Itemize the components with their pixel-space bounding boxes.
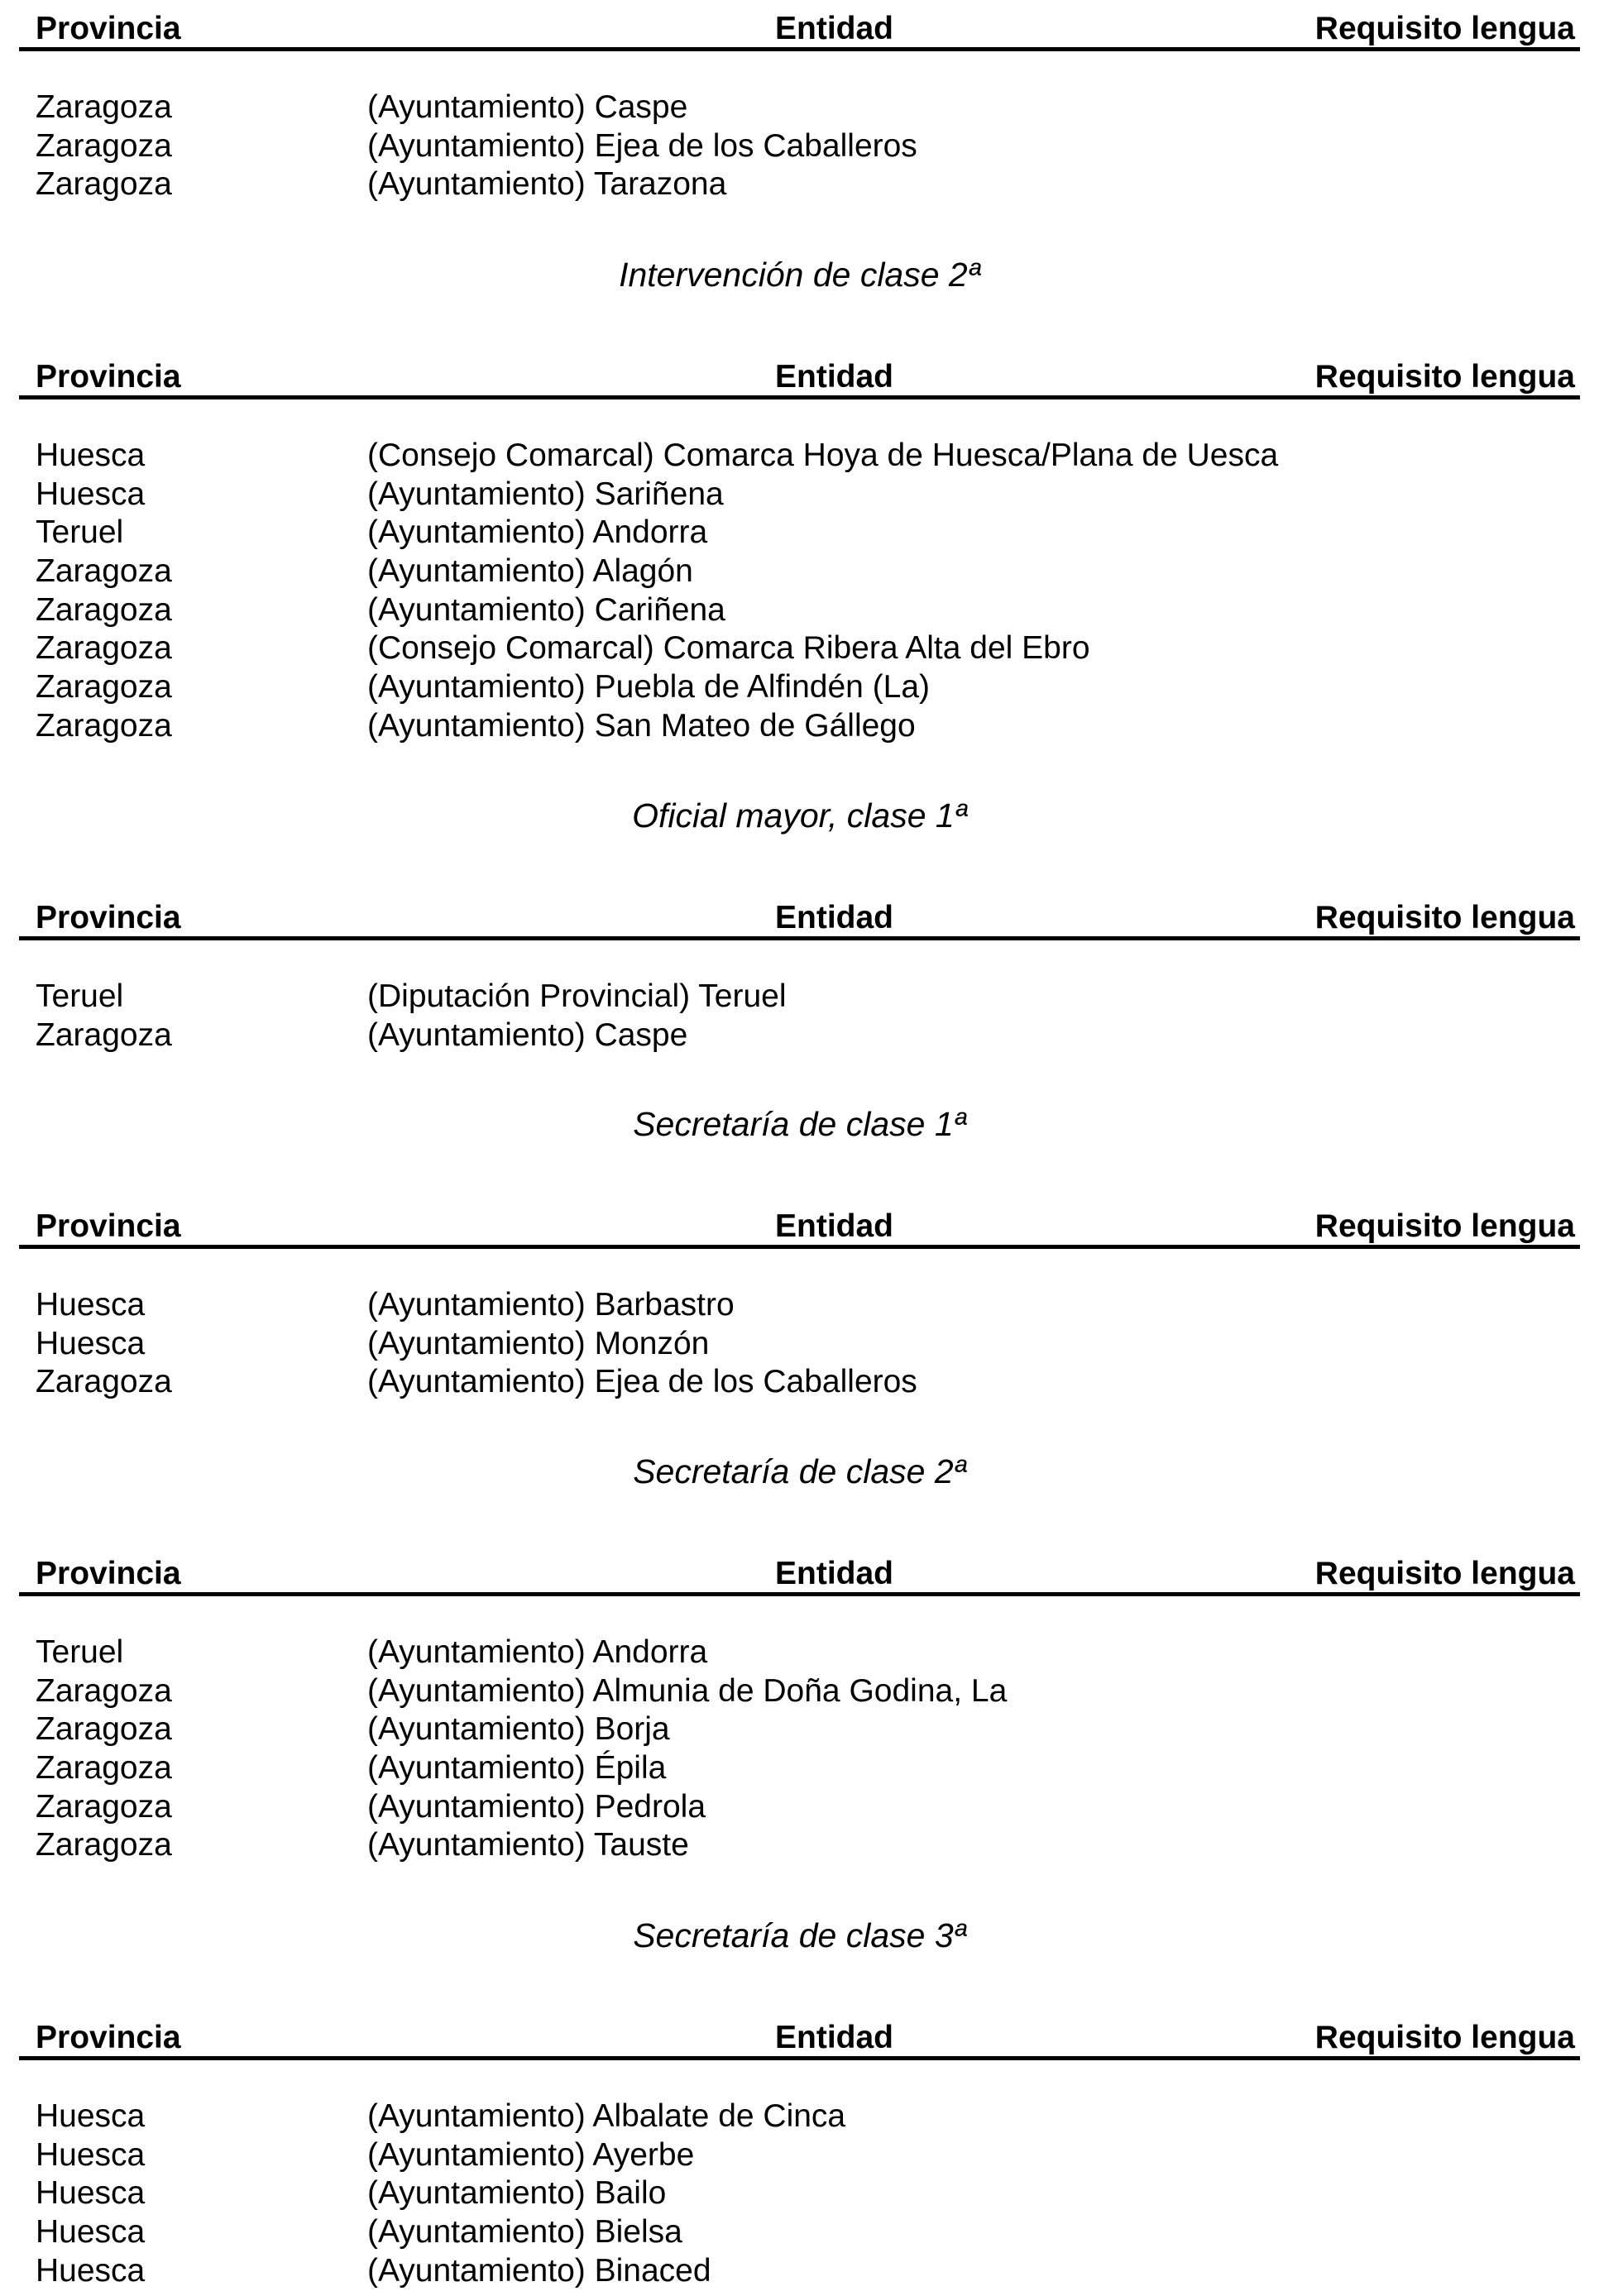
- table-row: [0, 1749, 1599, 1788]
- header-rule: [19, 936, 1580, 940]
- cell-entidad: (Ayuntamiento) Albalate de Cinca: [367, 2098, 846, 2134]
- table-row: [0, 514, 1599, 552]
- header-provincia: Provincia: [36, 1556, 181, 1591]
- header-requisito-lengua: Requisito lengua: [1314, 1556, 1575, 1591]
- cell-entidad: (Consejo Comarcal) Comarca Ribera Alta del Ebro: [367, 630, 1090, 667]
- cell-entidad: (Ayuntamiento) San Mateo de Gállego: [367, 707, 916, 744]
- cell-provincia: Huesca: [36, 476, 146, 512]
- section-title: Secretaría de clase 2ª: [633, 1452, 966, 1490]
- cell-entidad: (Ayuntamiento) Tarazona: [367, 166, 727, 203]
- table-row: [0, 2174, 1599, 2213]
- table-body: [0, 978, 1599, 1055]
- entity-table: [0, 1208, 1599, 1400]
- table-header: [0, 899, 1599, 940]
- cell-entidad: (Consejo Comarcal) Comarca Hoya de Huesca/Plana de Uesca: [367, 438, 1279, 473]
- section-title: Intervención de clase 2ª: [619, 256, 980, 294]
- header-entidad: Entidad: [775, 1556, 893, 1591]
- header-rule: [19, 1592, 1580, 1596]
- header-entidad: Entidad: [775, 1208, 893, 1244]
- header-rule: [19, 2056, 1580, 2060]
- cell-provincia: Zaragoza: [36, 630, 172, 667]
- table-row: [0, 1634, 1599, 1672]
- header-provincia: Provincia: [36, 11, 181, 46]
- table-row: [0, 2213, 1599, 2252]
- cell-provincia: Zaragoza: [36, 166, 172, 203]
- table-row: [0, 1363, 1599, 1402]
- cell-entidad: (Ayuntamiento) Andorra: [367, 514, 708, 551]
- cell-provincia: Zaragoza: [36, 1672, 172, 1709]
- table-row: [0, 1826, 1599, 1865]
- table-row: [0, 127, 1599, 166]
- table-row: [0, 2136, 1599, 2175]
- cell-provincia: Huesca: [36, 2098, 146, 2134]
- header-requisito-lengua: Requisito lengua: [1314, 11, 1575, 46]
- cell-provincia: Teruel: [36, 978, 124, 1014]
- cell-entidad: (Ayuntamiento) Barbastro: [367, 1287, 735, 1323]
- table-row: [0, 2097, 1599, 2136]
- cell-entidad: (Ayuntamiento) Caspe: [367, 89, 688, 125]
- header-rule: [19, 1245, 1580, 1249]
- section-title: Secretaría de clase 1ª: [633, 1105, 966, 1143]
- cell-provincia: Zaragoza: [36, 553, 172, 590]
- table-row: [0, 165, 1599, 204]
- cell-entidad: (Ayuntamiento) Pedrola: [367, 1788, 706, 1825]
- table-header: [0, 10, 1599, 51]
- cell-entidad: (Ayuntamiento) Ejea de los Caballeros: [367, 1364, 917, 1400]
- cell-entidad: (Ayuntamiento) Caspe: [367, 1016, 688, 1053]
- cell-entidad: (Ayuntamiento) Épila: [367, 1750, 667, 1787]
- header-provincia: Provincia: [36, 359, 181, 395]
- table-row: [0, 668, 1599, 707]
- cell-entidad: (Ayuntamiento) Tauste: [367, 1827, 689, 1863]
- cell-provincia: Zaragoza: [36, 669, 172, 706]
- table-row: [0, 476, 1599, 514]
- entity-table: [0, 1555, 1599, 1863]
- cell-entidad: (Ayuntamiento) Ejea de los Caballeros: [367, 127, 917, 164]
- cell-provincia: Teruel: [36, 1634, 124, 1670]
- cell-provincia: Huesca: [36, 438, 146, 473]
- cell-entidad: (Ayuntamiento) Borja: [367, 1711, 670, 1748]
- table-header: [0, 1208, 1599, 1249]
- cell-provincia: Zaragoza: [36, 127, 172, 164]
- header-provincia: Provincia: [36, 900, 181, 935]
- header-provincia: Provincia: [36, 1208, 181, 1244]
- header-entidad: Entidad: [775, 900, 893, 935]
- cell-entidad: (Diputación Provincial) Teruel: [367, 978, 787, 1014]
- entity-table: [0, 2019, 1599, 2289]
- table-row: [0, 2252, 1599, 2291]
- cell-provincia: Zaragoza: [36, 591, 172, 628]
- cell-provincia: Zaragoza: [36, 1750, 172, 1787]
- cell-entidad: (Ayuntamiento) Binaced: [367, 2252, 711, 2289]
- cell-entidad: (Ayuntamiento) Puebla de Alfindén (La): [367, 669, 931, 706]
- header-requisito-lengua: Requisito lengua: [1314, 359, 1575, 395]
- cell-provincia: Zaragoza: [36, 89, 172, 125]
- table-header: [0, 2019, 1599, 2060]
- table-body: [0, 1634, 1599, 1865]
- table-row: [0, 1325, 1599, 1364]
- table-body: [0, 2097, 1599, 2290]
- cell-provincia: Huesca: [36, 2175, 146, 2212]
- table-row: [0, 978, 1599, 1016]
- header-requisito-lengua: Requisito lengua: [1314, 2020, 1575, 2055]
- cell-provincia: Teruel: [36, 514, 124, 551]
- table-row: [0, 552, 1599, 591]
- header-entidad: Entidad: [775, 359, 893, 395]
- section-title: Oficial mayor, clase 1ª: [632, 796, 967, 835]
- header-entidad: Entidad: [775, 2020, 893, 2055]
- table-row: [0, 1016, 1599, 1055]
- table-body: [0, 88, 1599, 204]
- table-row: [0, 437, 1599, 476]
- cell-entidad: (Ayuntamiento) Cariñena: [367, 591, 725, 628]
- cell-provincia: Zaragoza: [36, 1016, 172, 1053]
- cell-entidad: (Ayuntamiento) Bielsa: [367, 2214, 682, 2251]
- cell-entidad: (Ayuntamiento) Sariñena: [367, 476, 724, 512]
- cell-provincia: Huesca: [36, 1287, 146, 1323]
- header-requisito-lengua: Requisito lengua: [1314, 900, 1575, 935]
- cell-provincia: Zaragoza: [36, 1827, 172, 1863]
- entity-table: [0, 10, 1599, 203]
- cell-provincia: Huesca: [36, 2136, 146, 2173]
- cell-provincia: Zaragoza: [36, 1364, 172, 1400]
- table-row: [0, 88, 1599, 127]
- header-rule: [19, 395, 1580, 399]
- table-row: [0, 1710, 1599, 1749]
- header-entidad: Entidad: [775, 11, 893, 46]
- cell-entidad: (Ayuntamiento) Monzón: [367, 1325, 710, 1361]
- table-header: [0, 1555, 1599, 1596]
- table-row: [0, 1672, 1599, 1711]
- cell-entidad: (Ayuntamiento) Alagón: [367, 553, 693, 590]
- cell-entidad: (Ayuntamiento) Andorra: [367, 1634, 708, 1670]
- table-row: [0, 591, 1599, 630]
- table-body: [0, 437, 1599, 746]
- cell-provincia: Huesca: [36, 1325, 146, 1361]
- cell-provincia: Zaragoza: [36, 1788, 172, 1825]
- cell-provincia: Zaragoza: [36, 1711, 172, 1748]
- header-requisito-lengua: Requisito lengua: [1314, 1208, 1575, 1244]
- header-provincia: Provincia: [36, 2020, 181, 2055]
- entity-table: [0, 358, 1599, 744]
- table-row: [0, 1286, 1599, 1325]
- entity-table: [0, 899, 1599, 1053]
- table-body: [0, 1286, 1599, 1402]
- cell-provincia: Huesca: [36, 2214, 146, 2251]
- cell-provincia: Huesca: [36, 2252, 146, 2289]
- table-row: [0, 629, 1599, 668]
- cell-entidad: (Ayuntamiento) Bailo: [367, 2175, 667, 2212]
- header-rule: [19, 47, 1580, 51]
- cell-entidad: (Ayuntamiento) Almunia de Doña Godina, La: [367, 1672, 1008, 1709]
- table-row: [0, 1788, 1599, 1827]
- cell-entidad: (Ayuntamiento) Ayerbe: [367, 2136, 695, 2173]
- table-header: [0, 358, 1599, 399]
- section-title: Secretaría de clase 3ª: [633, 1916, 966, 1954]
- cell-provincia: Zaragoza: [36, 707, 172, 744]
- table-row: [0, 707, 1599, 746]
